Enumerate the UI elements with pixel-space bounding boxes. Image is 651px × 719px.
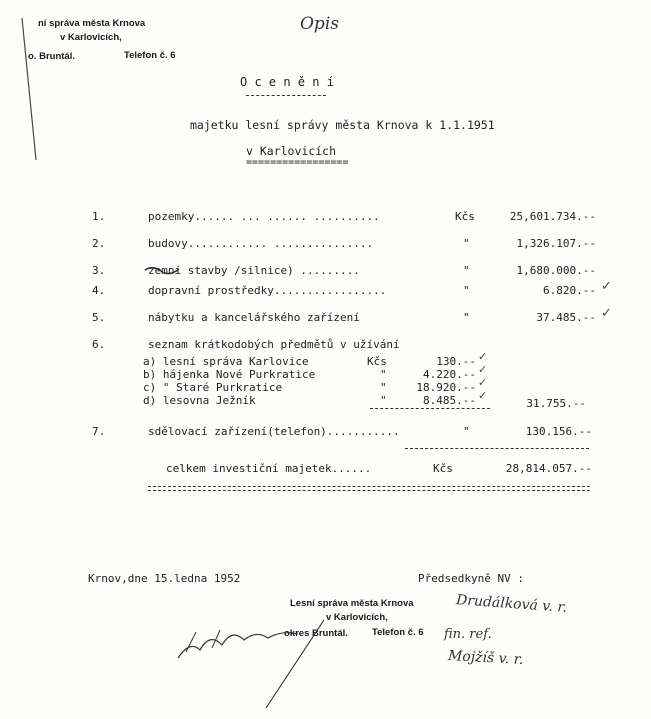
subitem-c-label: c) " Staré Purkratice xyxy=(143,381,283,394)
document-title: O c e n ě n í xyxy=(240,75,334,89)
item-5-label: nábytku a kancelářského zařízení xyxy=(148,311,360,324)
total-label: celkem investiční majetek...... xyxy=(166,462,372,475)
stamp-bottom-line3: okres Bruntál. xyxy=(284,628,348,639)
subitem-d-value: 8.485.-- xyxy=(423,394,476,407)
item-7-currency: " xyxy=(463,425,470,438)
signature-chairman: Drudálková v. r. xyxy=(455,592,568,616)
item-5-value: 37.485.-- xyxy=(536,311,596,324)
item-3-num: 3. xyxy=(92,264,106,277)
subitem-a-value: 130.-- xyxy=(436,355,476,368)
signature-referent: Mojžíš v. r. xyxy=(447,648,524,668)
stamp-bottom-line2: v Karlovicích, xyxy=(326,612,388,623)
subitem-b-currency: " xyxy=(380,368,387,381)
stamp-top-line3: o. Bruntál. xyxy=(28,51,75,62)
subitem-c-currency: " xyxy=(380,381,387,394)
item-2-num: 2. xyxy=(92,237,106,250)
item-7-num: 7. xyxy=(92,425,106,438)
subitem-a-label: a) lesní správa Karlovice xyxy=(143,355,309,368)
item-6-label: seznam krátkodobých předmětů v užívání xyxy=(148,338,400,351)
stamp-bottom-phone: Telefon č. 6 xyxy=(372,627,424,638)
subitem-d-currency: " xyxy=(380,394,387,407)
subitem-a-currency: Kčs xyxy=(367,355,387,368)
item-3-value: 1,680.000.-- xyxy=(516,264,596,277)
check-mark-icon: ✓ xyxy=(478,376,488,389)
item-1-value: 25,601.734.-- xyxy=(509,210,596,223)
check-mark-icon: ✓ xyxy=(478,363,488,376)
item-4-num: 4. xyxy=(92,284,106,297)
item-7-value: 130.156.-- xyxy=(525,425,592,438)
subitem-c-value: 18.920.-- xyxy=(416,381,476,394)
item-4-label: dopravní prostředky................. xyxy=(148,284,387,297)
signature-ref-label: fin. ref. xyxy=(444,627,492,642)
check-mark-icon: ✓ xyxy=(601,279,612,294)
check-mark-icon: ✓ xyxy=(601,306,612,321)
check-mark-icon: ✓ xyxy=(478,389,488,402)
stamp-top-line2: v Karlovicích, xyxy=(60,32,122,43)
chairman-label: Předsedkyně NV : xyxy=(418,572,524,585)
stamp-bottom-line1: Lesní správa města Krnova xyxy=(290,598,414,609)
item-1-label: pozemky...... ... ...... .......... xyxy=(148,210,380,223)
subtitle-location: v Karlovicích xyxy=(246,144,337,158)
subtitle: majetku lesní správy města Krnova k 1.1.1951 xyxy=(190,118,495,132)
item-3-currency: " xyxy=(463,264,470,277)
item-1-currency: Kčs xyxy=(455,210,475,223)
stamp-top-phone: Telefon č. 6 xyxy=(124,50,176,61)
item-2-value: 1,326.107.-- xyxy=(516,237,596,250)
handwritten-opis: Opis xyxy=(300,14,339,34)
subtitle-underline: ================= xyxy=(246,157,349,168)
subitem-b-value: 4.220.-- xyxy=(423,368,476,381)
stamp-top-line1: ní správa města Krnova xyxy=(38,18,146,29)
subitem-b-label: b) hájenka Nové Purkratice xyxy=(143,368,316,381)
item-4-currency: " xyxy=(463,284,470,297)
item-6-total: 31.755.-- xyxy=(526,397,586,410)
item-5-num: 5. xyxy=(92,311,106,324)
item-4-value: 6.820.-- xyxy=(543,284,596,297)
item-2-currency: " xyxy=(463,237,470,250)
item-6-num: 6. xyxy=(92,338,106,351)
item-2-label: budovy............ ............... xyxy=(148,237,374,250)
item-3-label: zemní stavby /silnice) ......... xyxy=(148,264,360,277)
item-1-num: 1. xyxy=(92,210,106,223)
date-line: Krnov,dne 15.ledna 1952 xyxy=(88,572,241,585)
total-currency: Kčs xyxy=(433,462,453,475)
item-5-currency: " xyxy=(463,311,470,324)
subitem-d-label: d) lesovna Ježník xyxy=(143,394,256,407)
item-7-label: sdělovací zařízení(telefon)........... xyxy=(148,425,400,438)
check-mark-icon: ✓ xyxy=(478,350,488,363)
total-value: 28,814.057.-- xyxy=(505,462,592,475)
